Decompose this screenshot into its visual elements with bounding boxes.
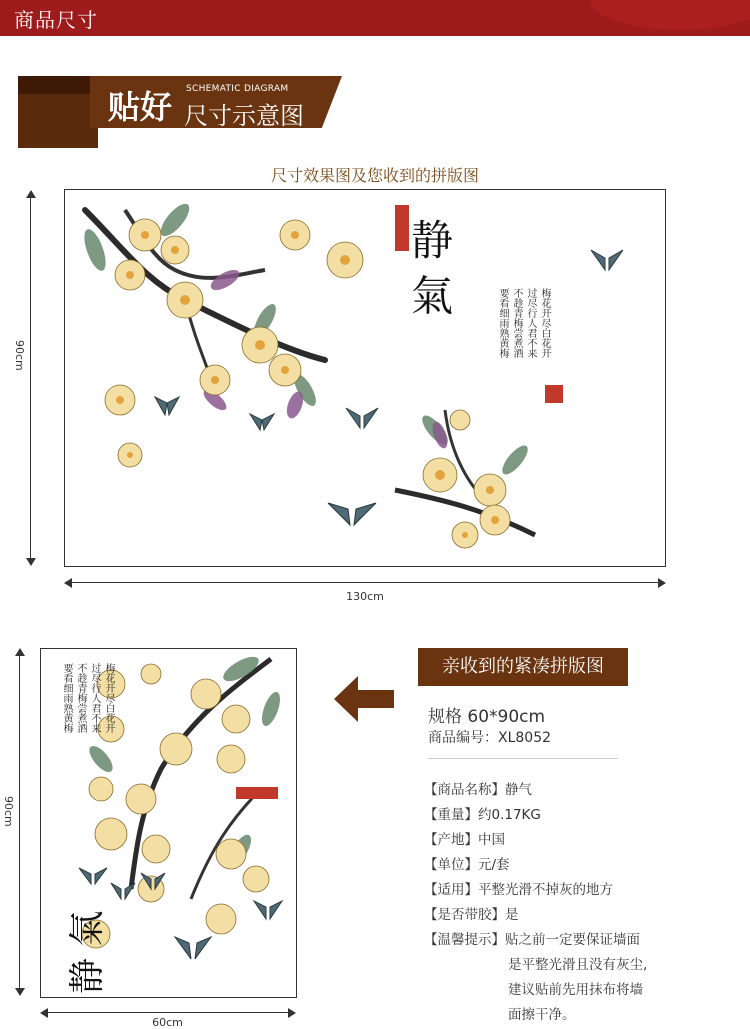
divider	[428, 758, 618, 759]
info-key: 【商品名称】	[424, 782, 505, 798]
height-dimension-line	[19, 656, 20, 992]
info-value: 约0.17KG	[478, 807, 541, 823]
info-value: 静气	[505, 782, 532, 798]
height-label: 90cm	[2, 796, 15, 827]
banner-mid-text: 尺寸示意图	[184, 102, 304, 130]
big-arrow-left-icon	[334, 676, 394, 722]
arrow-up-icon	[26, 190, 36, 198]
info-key: 【是否带胶】	[424, 907, 505, 923]
info-value: 是	[505, 907, 519, 923]
poem-line: 梅花开尽白花开	[103, 663, 114, 733]
section-banner	[18, 76, 340, 148]
info-row	[424, 803, 744, 828]
info-row	[424, 903, 744, 928]
poem-line: 要看细雨熟黄梅	[497, 288, 508, 358]
calligraphy-title-rotated: 静 氣	[67, 910, 108, 994]
poem-block	[59, 663, 115, 923]
arrow-up-icon	[15, 648, 25, 656]
info-row	[424, 778, 744, 803]
top-bar-decoration	[590, 0, 750, 30]
compact-layout-label: 亲收到的紧凑拼版图	[418, 648, 628, 686]
width-label: 60cm	[152, 1016, 183, 1029]
product-code: 商品编号：XL8052	[428, 730, 552, 746]
poem-line: 梅花开尽白花开	[539, 288, 550, 358]
info-value: 贴之前一定要保证墙面	[505, 932, 640, 948]
section-title: 商品尺寸	[14, 8, 98, 32]
decal-layout-compact	[40, 648, 297, 998]
info-continuation: 建议贴前先用抹布将墙	[508, 982, 643, 998]
info-key: 【产地】	[424, 832, 478, 848]
flower-branch-illustration	[65, 190, 665, 566]
info-key: 【重量】	[424, 807, 478, 823]
info-row	[424, 878, 744, 903]
poem-line: 要看细雨熟黄梅	[61, 663, 72, 733]
poem-line: 过尽行人君不来	[89, 663, 100, 733]
banner-english-text: SCHEMATIC DIAGRAM	[186, 84, 289, 94]
top-bar	[0, 0, 750, 36]
poem-block	[495, 288, 551, 388]
info-row	[424, 928, 744, 953]
width-label: 130cm	[346, 590, 384, 603]
info-value: 元/套	[478, 857, 510, 873]
banner-big-text: 贴好	[108, 88, 173, 126]
poem-line: 过尽行人君不来	[525, 288, 536, 358]
poem-line: 不趁青梅尝煮酒	[511, 288, 522, 358]
info-key: 【温馨提示】	[424, 932, 505, 948]
height-dimension-line	[30, 196, 31, 562]
spec-text: 规格 60*90cm	[428, 707, 546, 727]
info-continuation: 面擦干净。	[508, 1007, 576, 1023]
info-continuation: 是平整光滑且没有灰尘,	[508, 957, 648, 973]
arrow-down-icon	[15, 988, 25, 996]
info-key: 【单位】	[424, 857, 478, 873]
arrow-right-icon	[658, 578, 666, 588]
height-label: 90cm	[13, 340, 26, 371]
info-value: 平整光滑不掉灰的地方	[478, 882, 613, 898]
info-row	[424, 853, 744, 878]
banner-side-top	[18, 76, 98, 94]
info-value: 中国	[478, 832, 505, 848]
decal-preview-large	[64, 189, 666, 567]
arrow-down-icon	[26, 558, 36, 566]
diagram-caption: 尺寸效果图及您收到的拼版图	[270, 166, 479, 185]
info-row	[424, 828, 744, 853]
width-dimension-line	[68, 582, 662, 583]
poem-line: 不趁青梅尝煮酒	[75, 663, 86, 733]
arrow-left-icon	[64, 578, 72, 588]
info-key: 【适用】	[424, 882, 478, 898]
width-dimension-line	[44, 1012, 292, 1013]
calligraphy-title: 静 氣	[405, 218, 454, 316]
product-info-list	[424, 778, 744, 1028]
